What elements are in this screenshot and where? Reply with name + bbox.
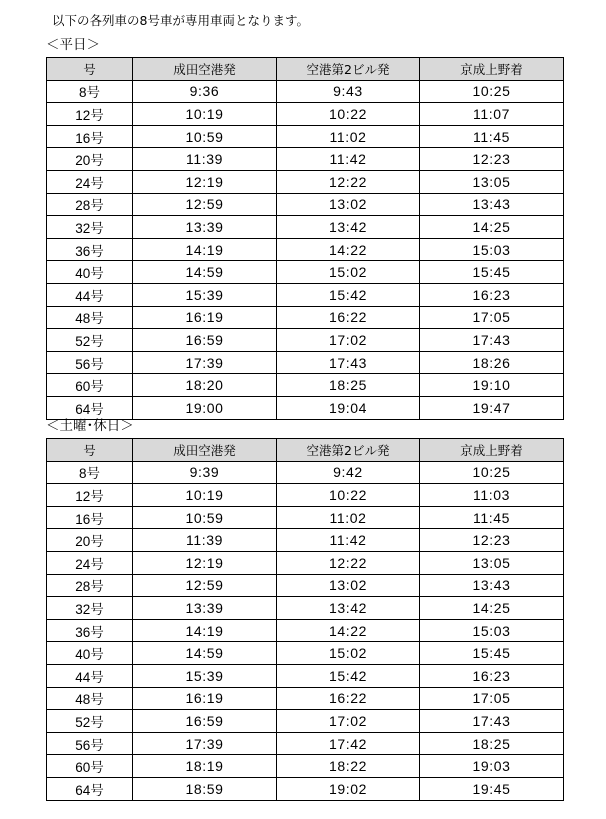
table-row [47,351,564,374]
narita-departure-cell: 9:39 [133,461,277,484]
terminal2-departure-cell: 11:42 [277,148,420,171]
train-number-cell: 52号 [47,710,133,733]
train-number-cell: 32号 [47,216,133,239]
train-number-cell: 12号 [47,484,133,507]
weekend-section-label: ＜土曜･休日＞ [46,418,134,434]
table-row [47,732,564,755]
terminal2-departure-cell: 18:25 [277,374,420,397]
train-number-cell: 12号 [47,103,133,126]
header-terminal2-departure: 空港第2ビル発 [277,58,420,81]
table-row [47,755,564,778]
table-row [47,125,564,148]
table-row [47,506,564,529]
header-ueno-arrival: 京成上野着 [420,439,564,462]
weekend-rows [47,461,564,800]
weekday-section-label: ＜平日＞ [46,37,100,53]
terminal2-departure-cell: 10:22 [277,484,420,507]
terminal2-departure-cell: 19:04 [277,396,420,419]
header-narita-departure: 成田空港発 [133,439,277,462]
terminal2-departure-cell: 15:42 [277,664,420,687]
narita-departure-cell: 16:59 [133,710,277,733]
train-number-cell: 28号 [47,193,133,216]
ueno-arrival-cell: 13:05 [420,551,564,574]
terminal2-departure-cell: 15:42 [277,283,420,306]
ueno-arrival-cell: 17:05 [420,687,564,710]
terminal2-departure-cell: 13:02 [277,574,420,597]
train-number-cell: 60号 [47,755,133,778]
train-number-cell: 52号 [47,329,133,352]
narita-departure-cell: 12:19 [133,551,277,574]
narita-departure-cell: 13:39 [133,597,277,620]
train-number-cell: 20号 [47,529,133,552]
ueno-arrival-cell: 17:43 [420,329,564,352]
narita-departure-cell: 17:39 [133,732,277,755]
terminal2-departure-cell: 15:02 [277,642,420,665]
train-number-cell: 56号 [47,732,133,755]
ueno-arrival-cell: 19:10 [420,374,564,397]
narita-departure-cell: 17:39 [133,351,277,374]
terminal2-departure-cell: 13:42 [277,597,420,620]
ueno-arrival-cell: 19:47 [420,396,564,419]
ueno-arrival-cell: 14:25 [420,216,564,239]
ueno-arrival-cell: 11:45 [420,506,564,529]
header-row [47,58,564,81]
header-car-number: 号 [47,439,133,462]
terminal2-departure-cell: 11:42 [277,529,420,552]
table-row [47,238,564,261]
ueno-arrival-cell: 16:23 [420,664,564,687]
terminal2-departure-cell: 17:43 [277,351,420,374]
terminal2-departure-cell: 19:02 [277,777,420,800]
table-row [47,461,564,484]
ueno-arrival-cell: 13:05 [420,170,564,193]
ueno-arrival-cell: 16:23 [420,283,564,306]
table-row [47,216,564,239]
narita-departure-cell: 14:19 [133,619,277,642]
narita-departure-cell: 18:59 [133,777,277,800]
train-number-cell: 64号 [47,777,133,800]
terminal2-departure-cell: 11:02 [277,506,420,529]
train-number-cell: 36号 [47,619,133,642]
ueno-arrival-cell: 11:07 [420,103,564,126]
table-row [47,148,564,171]
table-row [47,80,564,103]
train-number-cell: 28号 [47,574,133,597]
ueno-arrival-cell: 19:03 [420,755,564,778]
narita-departure-cell: 10:19 [133,484,277,507]
terminal2-departure-cell: 17:02 [277,710,420,733]
table-row [47,710,564,733]
table-row [47,687,564,710]
train-number-cell: 60号 [47,374,133,397]
weekend-timetable [46,438,564,801]
header-narita-departure: 成田空港発 [133,58,277,81]
terminal2-departure-cell: 16:22 [277,306,420,329]
header-car-number: 号 [47,58,133,81]
narita-departure-cell: 9:36 [133,80,277,103]
table-row [47,529,564,552]
narita-departure-cell: 10:19 [133,103,277,126]
train-number-cell: 32号 [47,597,133,620]
ueno-arrival-cell: 11:03 [420,484,564,507]
narita-departure-cell: 16:19 [133,687,277,710]
train-number-cell: 44号 [47,283,133,306]
ueno-arrival-cell: 18:26 [420,351,564,374]
ueno-arrival-cell: 15:03 [420,619,564,642]
ueno-arrival-cell: 12:23 [420,148,564,171]
table-row [47,484,564,507]
table-row [47,551,564,574]
table-row [47,777,564,800]
intro-text: 以下の各列車の8号車が専用車両となります。 [52,13,309,28]
ueno-arrival-cell: 15:03 [420,238,564,261]
terminal2-departure-cell: 12:22 [277,170,420,193]
train-number-cell: 48号 [47,306,133,329]
narita-departure-cell: 11:39 [133,148,277,171]
terminal2-departure-cell: 11:02 [277,125,420,148]
weekday-timetable [46,57,564,420]
train-number-cell: 8号 [47,461,133,484]
train-number-cell: 36号 [47,238,133,261]
narita-departure-cell: 18:19 [133,755,277,778]
terminal2-departure-cell: 10:22 [277,103,420,126]
ueno-arrival-cell: 14:25 [420,597,564,620]
narita-departure-cell: 19:00 [133,396,277,419]
ueno-arrival-cell: 13:43 [420,193,564,216]
train-number-cell: 24号 [47,170,133,193]
weekday-rows [47,80,564,419]
narita-departure-cell: 18:20 [133,374,277,397]
narita-departure-cell: 12:19 [133,170,277,193]
ueno-arrival-cell: 19:45 [420,777,564,800]
ueno-arrival-cell: 10:25 [420,461,564,484]
train-number-cell: 40号 [47,261,133,284]
ueno-arrival-cell: 15:45 [420,642,564,665]
terminal2-departure-cell: 14:22 [277,238,420,261]
train-number-cell: 20号 [47,148,133,171]
table-row [47,374,564,397]
table-row [47,597,564,620]
narita-departure-cell: 12:59 [133,574,277,597]
header-terminal2-departure: 空港第2ビル発 [277,439,420,462]
narita-departure-cell: 15:39 [133,283,277,306]
narita-departure-cell: 14:59 [133,642,277,665]
terminal2-departure-cell: 15:02 [277,261,420,284]
terminal2-departure-cell: 9:43 [277,80,420,103]
narita-departure-cell: 13:39 [133,216,277,239]
train-number-cell: 44号 [47,664,133,687]
table-row [47,170,564,193]
table-row [47,664,564,687]
table-row [47,283,564,306]
train-number-cell: 48号 [47,687,133,710]
terminal2-departure-cell: 13:42 [277,216,420,239]
ueno-arrival-cell: 10:25 [420,80,564,103]
train-number-cell: 16号 [47,506,133,529]
train-number-cell: 8号 [47,80,133,103]
terminal2-departure-cell: 13:02 [277,193,420,216]
table-row [47,193,564,216]
header-row [47,439,564,462]
table-row [47,396,564,419]
ueno-arrival-cell: 12:23 [420,529,564,552]
terminal2-departure-cell: 12:22 [277,551,420,574]
train-number-cell: 56号 [47,351,133,374]
header-ueno-arrival: 京成上野着 [420,58,564,81]
table-row [47,329,564,352]
narita-departure-cell: 11:39 [133,529,277,552]
terminal2-departure-cell: 18:22 [277,755,420,778]
ueno-arrival-cell: 15:45 [420,261,564,284]
table-row [47,642,564,665]
narita-departure-cell: 14:19 [133,238,277,261]
table-row [47,619,564,642]
terminal2-departure-cell: 17:42 [277,732,420,755]
table-row [47,574,564,597]
terminal2-departure-cell: 14:22 [277,619,420,642]
train-number-cell: 24号 [47,551,133,574]
terminal2-departure-cell: 9:42 [277,461,420,484]
table-row [47,103,564,126]
narita-departure-cell: 16:19 [133,306,277,329]
narita-departure-cell: 12:59 [133,193,277,216]
narita-departure-cell: 15:39 [133,664,277,687]
terminal2-departure-cell: 17:02 [277,329,420,352]
narita-departure-cell: 10:59 [133,506,277,529]
train-number-cell: 64号 [47,396,133,419]
ueno-arrival-cell: 18:25 [420,732,564,755]
ueno-arrival-cell: 13:43 [420,574,564,597]
table-row [47,261,564,284]
ueno-arrival-cell: 17:43 [420,710,564,733]
train-number-cell: 40号 [47,642,133,665]
terminal2-departure-cell: 16:22 [277,687,420,710]
narita-departure-cell: 10:59 [133,125,277,148]
narita-departure-cell: 16:59 [133,329,277,352]
narita-departure-cell: 14:59 [133,261,277,284]
table-row [47,306,564,329]
ueno-arrival-cell: 11:45 [420,125,564,148]
train-number-cell: 16号 [47,125,133,148]
ueno-arrival-cell: 17:05 [420,306,564,329]
